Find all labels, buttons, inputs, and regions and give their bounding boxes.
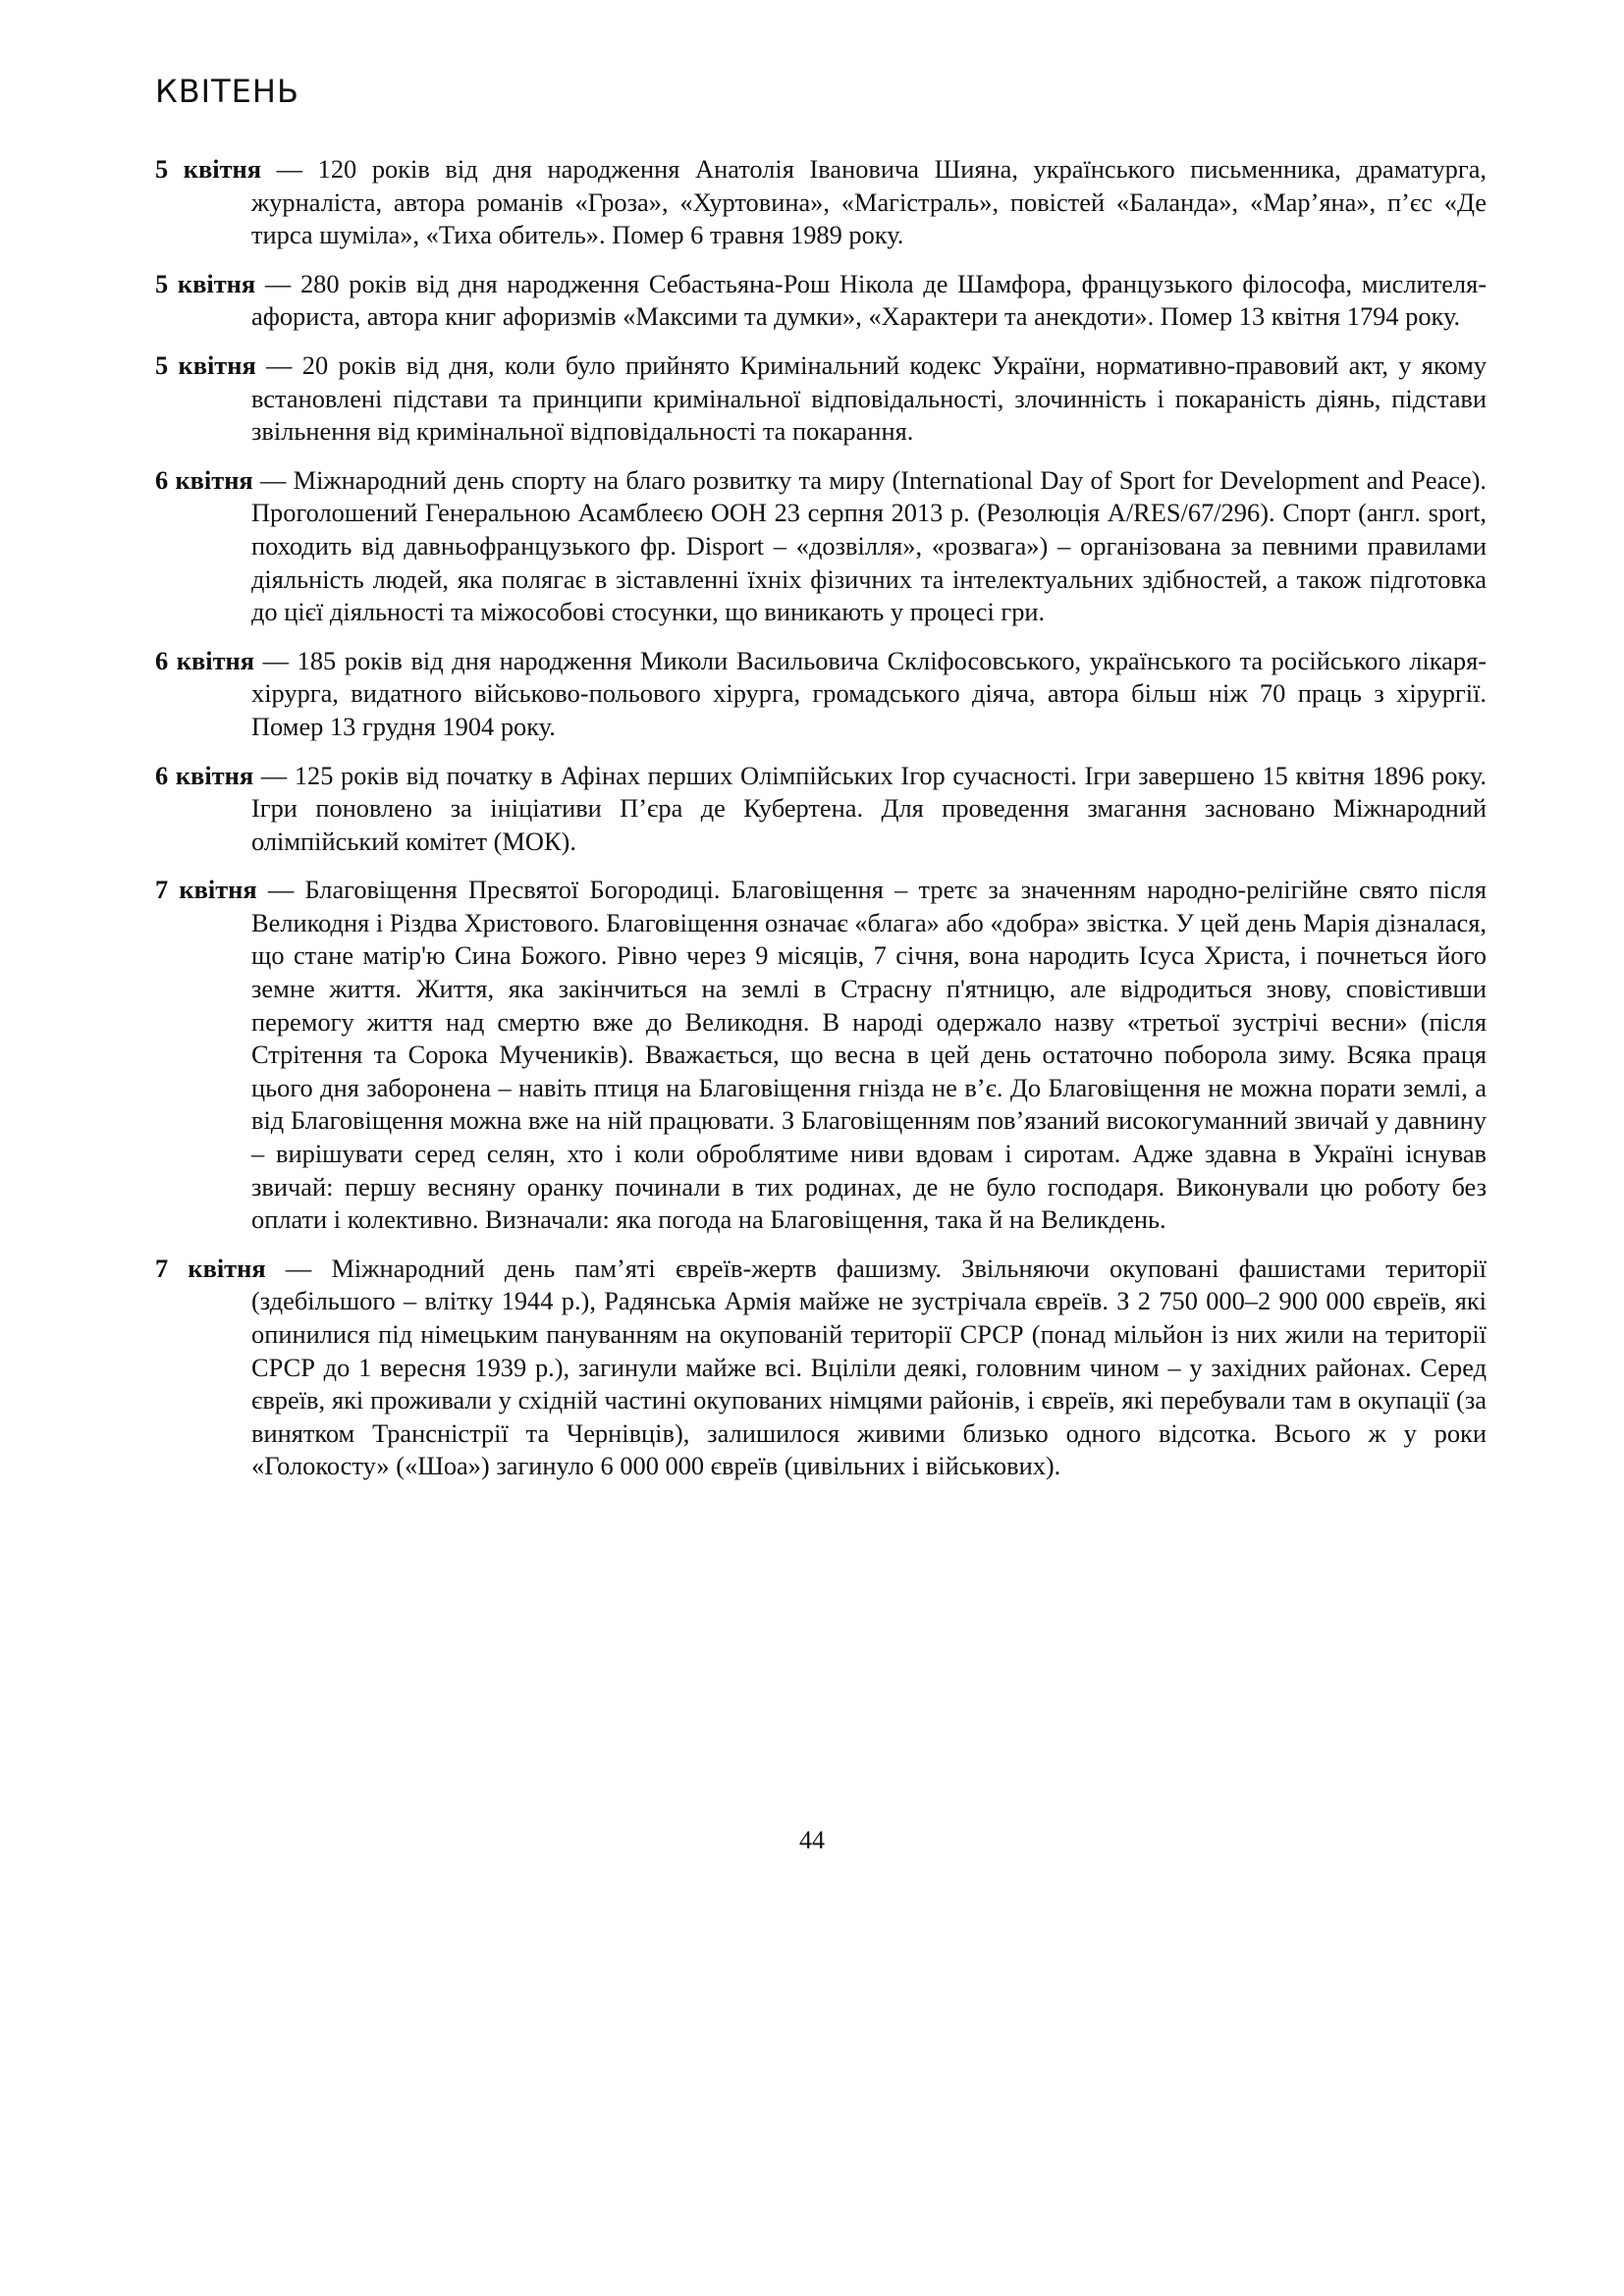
entry-date: 7 квітня: [155, 875, 257, 905]
entry-dash: —: [265, 1253, 332, 1283]
entry-dash: —: [256, 875, 305, 905]
entry-date: 6 квітня: [155, 464, 253, 495]
entry-date: 5 квітня: [155, 268, 256, 298]
month-heading: КВІТЕНЬ: [155, 73, 299, 110]
entry-text: Міжнародний день пам’яті євреїв-жертв фашизму. Звільняючи окуповані фашистами території (здебільшого – влітку 1944 р.), Радянська Армія майже не зустрічала євреїв. З 2 750 000–2 900 000 євреїв, які опинилися під німецьким пануванням на окупованій території СРСР (понад мільйон із них жили на території СРСР до 1 вересня 1939 р.), загинули майже всі. Вціліли деякі, головним чином – у західних районах. Серед євреїв, які проживали у східній частині окупованих німцями районів, і євреїв, які перебували там в окупації (за винятком Трансністрії та Чернівців), залишилося живими близько одного відсотка. Всього ж у роки «Голокосту» («Шоа») загинуло 6 000 000 євреїв (цивільних і військових).: [251, 1253, 1488, 1481]
entry-dash: —: [253, 760, 295, 790]
entry-date: 7 квітня: [155, 1253, 266, 1283]
calendar-entry: [155, 153, 1487, 252]
calendar-entry: [155, 645, 1487, 744]
calendar-entry: [155, 874, 1487, 1237]
calendar-entry: [155, 1253, 1487, 1483]
entry-date: 6 квітня: [155, 760, 254, 790]
entry-text: Міжнародний день спорту на благо розвитку та миру (International Day of Sport for Development and Peace). Проголошений Генеральною Асамблеєю ООН 23 серпня 2013 р. (Резолюція A/RES/67/296). Спорт (англ. sport, походить від давньофранцузького фр. Disport – «дозвілля», «розвага») – організована за певними правилами діяльність людей, яка полягає в зіставленні їхніх фізичних та інтелектуальних здібностей, а також підготовка до цієї діяльності та міжособові стосунки, що виникають у процесі гри.: [251, 464, 1487, 627]
entry-text: 120 років від дня народження Анатолія Івановича Шияна, українського письменника, драматурга, журналіста, автора романів «Гроза», «Хуртовина», «Магістраль», повістей «Баланда», «Мар’яна», п’єс «Де тирса шуміла», «Тиха обитель». Помер 6 травня 1989 року.: [251, 154, 1488, 250]
calendar-entry: [155, 349, 1487, 449]
entry-dash: —: [255, 268, 300, 298]
calendar-entry: [155, 268, 1487, 334]
calendar-entries: [155, 153, 1487, 1499]
entry-text: 280 років від дня народження Себастьяна-Рош Нікола де Шамфора, французького філософа, мислителя-афориста, автора книг афоризмів «Максими та думки», «Характери та анекдоти». Помер 13 квітня 1794 року.: [251, 268, 1487, 332]
entry-date: 5 квітня: [155, 154, 262, 184]
entry-text: Благовіщення Пресвятої Богородиці. Благовіщення – третє за значенням народно-релігійне свято після Великодня і Різдва Христового. Благовіщення означає «блага» або «добра» звістка. У цей день Марія дізналася, що стане матір'ю Сина Божого. Рівно через 9 місяців, 7 січня, вона народить Ісуса Христа, і почнеться його земне життя. Життя, яка закінчиться на землі в Страсну п'ятницю, але відродиться знову, сповістивши перемогу життя над смертю вже до Великодня. В народі одержало назву «третьої зустрічі весни» (після Стрітення та Сорока Мучеників). Вважається, що весна в цей день остаточно поборола зиму. Всяка праця цього дня заборонена – навіть птиця на Благовіщення гнізда не в’є. До Благовіщення не можна порати землі, а від Благовіщення можна вже на ній працювати. З Благовіщенням пов’язаний високогуманний звичай у давнину – вирішувати серед селян, хто і коли оброблятиме ниви вдовам і сиротам. Адже здавна в Україні існував звичай: першу весняну оранку починали в тих родинах, де не було господаря. Виконували цю роботу без оплати і колективно. Визначали: яка погода на Благовіщення, така й на Великдень.: [251, 875, 1487, 1235]
entry-text: 125 років від початку в Афінах перших Олімпійських Ігор сучасності. Ігри завершено 15 квітня 1896 року. Ігри поновлено за ініціативи П’єра де Кубертена. Для проведення змагання засновано Міжнародний олімпійський комітет (МОК).: [251, 760, 1487, 856]
calendar-entry: [155, 464, 1487, 629]
entry-date: 6 квітня: [155, 645, 255, 675]
entry-dash: —: [261, 154, 318, 184]
entry-dash: —: [254, 645, 298, 675]
entry-date: 5 квітня: [155, 349, 256, 380]
calendar-entry: [155, 760, 1487, 859]
entry-dash: —: [255, 349, 302, 380]
entry-text: 20 років від дня, коли було прийнято Кримінальний кодекс України, нормативно-правовий акт, у якому встановлені підстави та принципи кримінальної відповідальності, злочинність і покараність діянь, підстави звільнення від кримінальної відповідальності та покарання.: [251, 349, 1487, 447]
entry-dash: —: [252, 464, 294, 495]
page-number: 44: [799, 1826, 825, 1854]
entry-text: 185 років від дня народження Миколи Васильовича Скліфосовського, українського та російського лікаря-хірурга, видатного військово-польового хірурга, громадського діяча, автора більш ніж 70 праць з хірургії. Помер 13 грудня 1904 року.: [251, 645, 1488, 741]
